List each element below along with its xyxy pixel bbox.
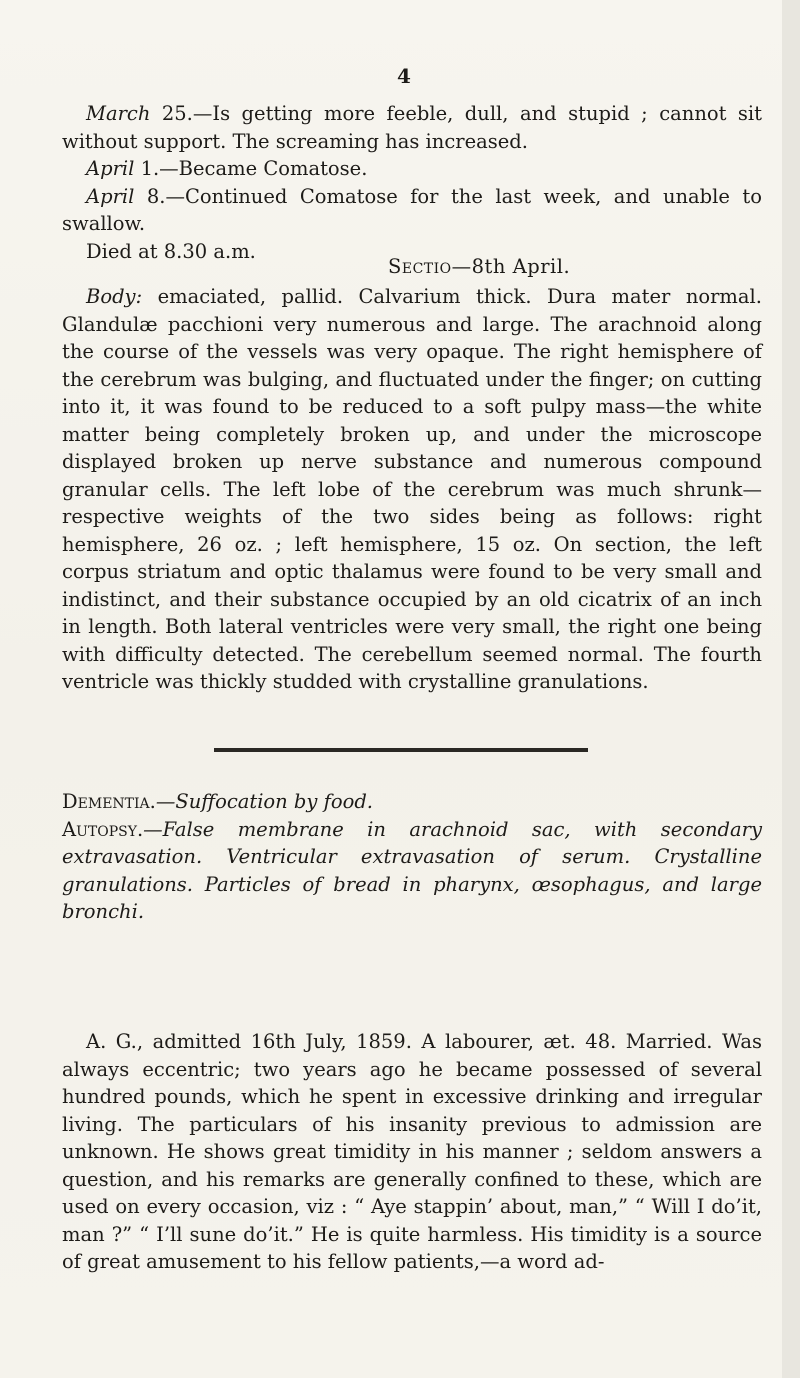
entry-date: April: [86, 157, 135, 180]
section-divider: [214, 748, 588, 752]
autopsy-text: emaciated, pallid. Calvarium thick. Dura mater normal. Glandulæ pacchioni very numerous and large. The arachnoid along the course of the vessels was very opaque. The right hemisphere of the cerebrum was bulging, and fluctuated under the finger; on cutting into it, it was found to be reduced to a soft pulpy mass—the white matter being completely broken up, and under the microscope displayed broken up nerve substance and numerous compound granular cells. The left lobe of the cerebrum was much shrunk—respective weights of the two sides being as follows: right hemisphere, 26 oz. ; left hemisphere, 15 oz. On section, the left corpus striatum and optic thalamus were found to be very small and indistinct, and their substance occupied by an old cicatrix of an inch in length. Both lateral ventricles were very small, the right one being with difficulty detected. The cerebellum seemed normal. The fourth ventricle was thickly studded with crystalline granulations.: [62, 285, 762, 693]
autopsy-summary: [62, 816, 762, 926]
autopsy-lead: Body:: [86, 285, 143, 308]
entry-date: April: [86, 184, 135, 208]
autopsy-label: Autopsy.: [62, 817, 144, 841]
daily-entries: [62, 100, 762, 265]
autopsy-summary-text: —False membrane in arachnoid sac, with secondary extravasation. Ventricular extravasation of serum. Crystalline granulations. Particles of bread in pharynx, œsophagus, and large bronchi.: [62, 817, 762, 923]
entry-text: 8.—Continued Comatose for the last week, and unable to swallow.: [62, 184, 762, 235]
dementia-line: [62, 788, 762, 816]
entry-text: 25.—Is getting more feeble, dull, and stupid ; cannot sit without support. The screaming has increased.: [62, 102, 762, 153]
sectio-date: —8th April.: [451, 255, 571, 278]
dementia-label: Dementia.: [62, 790, 156, 813]
entry-april-8: [62, 183, 762, 238]
sectio-heading: [388, 255, 570, 278]
case-paragraph: A. G., admitted 16th July, 1859. A labourer, æt. 48. Married. Was always eccentric; two years ago he became possessed of several hundred pounds, which he spent in excessive drinking and irregular living. The particulars of his insanity previous to admission are unknown. He shows great timidity in his manner ; seldom answers a question, and his remarks are generally confined to these, which are used on every occasion, viz : “ Aye stappin’ about, man,” “ Will I do’it, man ?” “ I’ll sune do’it.” He is quite harmless. His timidity is a source of great amusement to his fellow patients,—a word ad-: [62, 1030, 762, 1273]
sectio-label: Sectio: [388, 255, 452, 278]
dementia-text: —Suffocation by food.: [155, 790, 374, 813]
entry-died: Died at 8.30 a.m.: [86, 239, 256, 263]
autopsy-paragraph: [62, 283, 762, 696]
case-history: [62, 1028, 762, 1276]
entry-date: March: [86, 102, 151, 125]
entry-text: 1.—Became Comatose.: [134, 157, 368, 180]
entry-april-1: [62, 155, 762, 183]
page-number: 4: [397, 64, 411, 88]
entry-march-25: [62, 100, 762, 155]
case-summary: [62, 788, 762, 926]
autopsy-findings: [62, 283, 762, 696]
